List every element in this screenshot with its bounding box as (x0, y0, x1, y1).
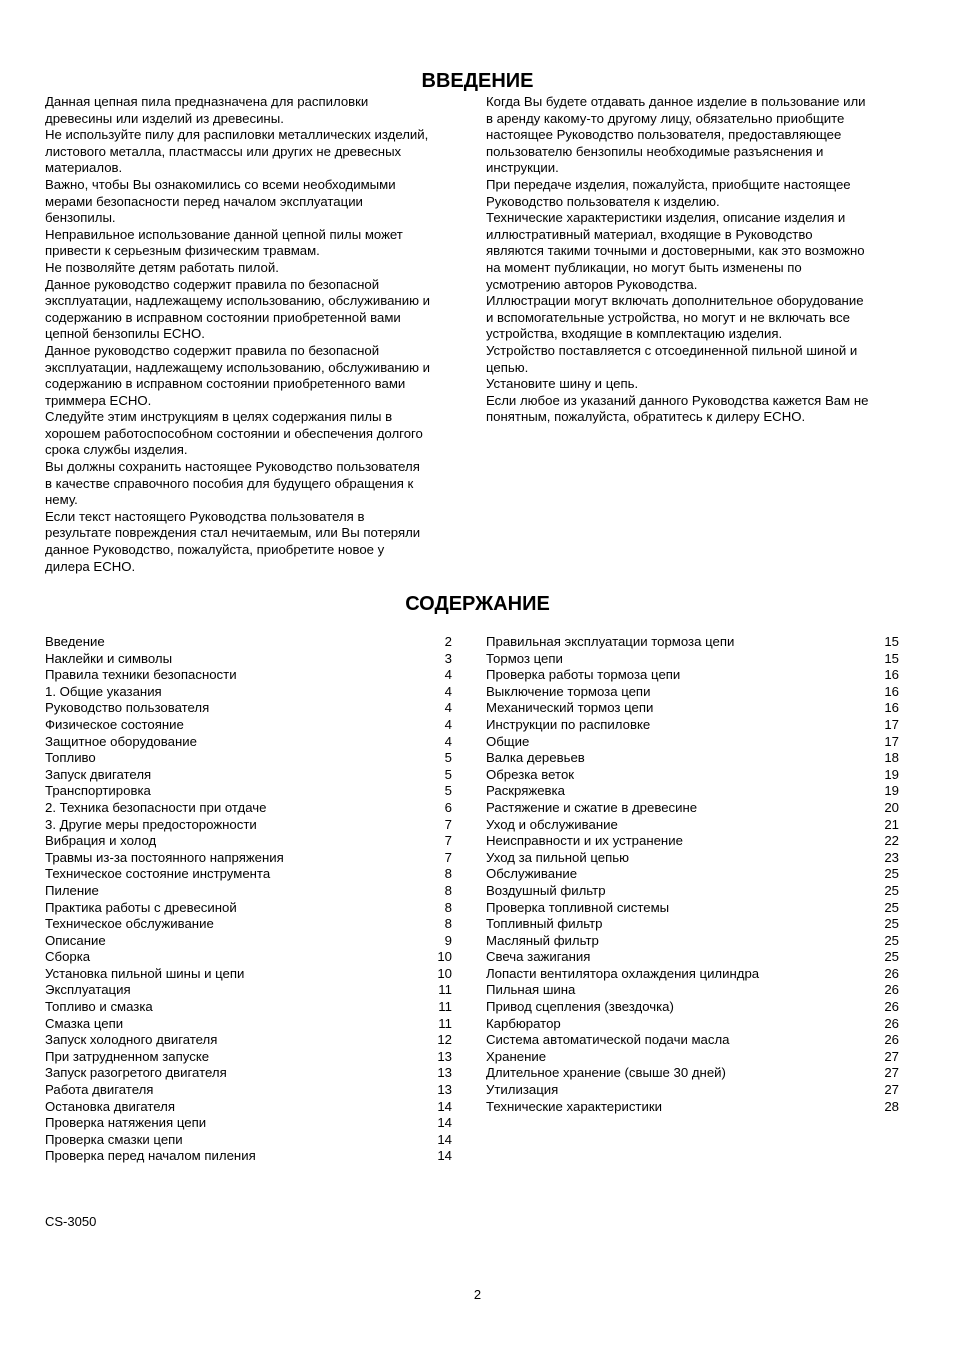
toc-entry-label: Проверка топливной системы (486, 899, 670, 915)
toc-entry-page: 25 (884, 882, 899, 898)
toc-entry-page: 16 (884, 700, 899, 716)
toc-entry (45, 1032, 452, 1049)
toc-entry (45, 1065, 452, 1082)
intro-line: результате повреждения стал нечитаемым, или Вы потеряли (45, 525, 421, 541)
toc-entry-page: 8 (444, 882, 452, 898)
toc-entry-label: Остановка двигателя (45, 1098, 176, 1114)
toc-entry-label: Свеча зажигания (486, 949, 591, 965)
toc-entry-label: Описание (45, 932, 106, 948)
toc-entry (45, 949, 452, 966)
toc-entry (45, 850, 452, 867)
toc-entry-label: Растяжение и сжатие в древесине (486, 799, 698, 815)
toc-entry (45, 1115, 452, 1132)
toc-entry-page: 5 (444, 766, 452, 782)
toc-entry-page: 18 (884, 750, 899, 766)
toc-entry-page: 26 (884, 1032, 899, 1048)
toc-entry-page: 27 (884, 1048, 899, 1064)
intro-line: устройства, входящие в комплектацию изделия. (486, 326, 783, 342)
intro-line: в качестве справочного пособия для будущего обращения к (45, 475, 414, 491)
toc-entry (45, 966, 452, 983)
intro-line: Данная цепная пила предназначена для распиловки (45, 94, 369, 109)
toc-entry-label: Выключение тормоза цепи (486, 683, 651, 699)
toc-entry-page: 15 (884, 650, 899, 666)
toc-entry-page: 25 (884, 932, 899, 948)
toc-entry-label: Правила техники безопасности (45, 667, 237, 683)
toc-entry-label: Пильная шина (486, 982, 576, 998)
toc-entry (486, 833, 899, 850)
toc-entry-label: Сборка (45, 949, 91, 965)
toc-entry-label: Травмы из-за постоянного напряжения (45, 849, 284, 865)
toc-entry (486, 667, 899, 684)
toc-entry-page: 27 (884, 1065, 899, 1081)
toc-entry-page: 9 (444, 932, 452, 948)
toc-entry (45, 1148, 452, 1165)
toc-entry (486, 734, 899, 751)
intro-line: эксплуатации, надлежащему использованию, обслуживанию и (45, 293, 430, 309)
intro-line: Важно, чтобы Вы ознакомились со всеми необходимыми (45, 176, 396, 192)
toc-entry (486, 982, 899, 999)
toc-entry (45, 900, 452, 917)
toc-entry (486, 1016, 899, 1033)
toc-entry-label: Смазка цепи (45, 1015, 124, 1031)
intro-line: мерами безопасности перед началом эксплуатации (45, 193, 363, 209)
intro-line: Установите шину и цепь. (486, 376, 639, 392)
toc-entry-label: Утилизация (486, 1082, 559, 1098)
toc-entry-label: Общие (486, 733, 530, 749)
toc-entry-page: 4 (444, 683, 452, 699)
toc-entry (45, 684, 452, 701)
toc-entry (45, 651, 452, 668)
intro-line: Данное руководство содержит правила по безопасной (45, 276, 380, 292)
toc-entry (45, 734, 452, 751)
toc-entry-page: 25 (884, 949, 899, 965)
intro-line: настоящее Руководство пользователя, предоставляющее (486, 127, 842, 143)
toc-entry (45, 800, 452, 817)
intro-line: цепной бензопилы ECHO. (45, 326, 205, 342)
toc-entry (486, 916, 899, 933)
toc-entry (486, 767, 899, 784)
toc-entry-label: Практика работы с древесиной (45, 899, 237, 915)
toc-entry-page: 19 (884, 766, 899, 782)
toc-entry-label: Проверка перед началом пиления (45, 1148, 256, 1164)
intro-line: хорошем работоспособном состоянии и обеспечения долгого (45, 425, 423, 441)
intro-line: Руководство пользователя к изделию. (486, 193, 720, 209)
toc-entry (486, 1082, 899, 1099)
intro-line: Если любое из указаний данного Руководства кажется Вам не (486, 392, 869, 408)
toc-entry-label: Транспортировка (45, 783, 151, 799)
toc-entry-label: Система автоматической подачи масла (486, 1032, 730, 1048)
toc-entry-page: 14 (437, 1148, 452, 1164)
intro-line: пользователю бензопилы необходимые разъяснения и (486, 143, 824, 159)
intro-line: триммера ECHO. (45, 392, 152, 408)
model-number: CS-3050 (45, 1214, 97, 1229)
toc-right-column (486, 634, 899, 1115)
toc-entry-label: Воздушный фильтр (486, 882, 606, 898)
toc-entry-label: Привод сцепления (звездочка) (486, 999, 674, 1015)
toc-entry-page: 25 (884, 899, 899, 915)
toc-entry-label: Руководство пользователя (45, 700, 210, 716)
toc-entry-page: 28 (884, 1098, 899, 1114)
toc-entry-page: 14 (437, 1131, 452, 1147)
toc-entry-page: 17 (884, 716, 899, 732)
toc-entry (486, 700, 899, 717)
intro-line: эксплуатации, надлежащему использованию, обслуживанию и (45, 359, 430, 375)
toc-entry-label: Вибрация и холод (45, 833, 157, 849)
intro-line: материалов. (45, 160, 123, 176)
intro-line: листового металла, пластмассы или других не древесных (45, 143, 402, 159)
intro-line: и вспомогательные устройства, но могут и не включать все (486, 309, 850, 325)
toc-entry-page: 22 (884, 833, 899, 849)
toc-entry-label: Введение (45, 634, 105, 649)
toc-entry-page: 6 (444, 799, 452, 815)
toc-entry (486, 717, 899, 734)
toc-entry (45, 833, 452, 850)
intro-line: Вы должны сохранить настоящее Руководство пользователя (45, 459, 420, 475)
toc-entry-label: Топливо и смазка (45, 999, 153, 1015)
intro-line: срока службы изделия. (45, 442, 188, 458)
toc-entry (486, 817, 899, 834)
toc-entry-page: 10 (437, 949, 452, 965)
toc-entry (486, 651, 899, 668)
intro-line: Данное руководство содержит правила по безопасной (45, 342, 380, 358)
toc-entry-page: 16 (884, 667, 899, 683)
toc-entry-page: 25 (884, 916, 899, 932)
intro-line: инструкции. (486, 160, 559, 176)
toc-entry (45, 933, 452, 950)
toc-entry (486, 949, 899, 966)
toc-entry (45, 1132, 452, 1149)
intro-line: Следуйте этим инструкциям в целях содержания пилы в (45, 409, 393, 425)
toc-entry-page: 26 (884, 999, 899, 1015)
toc-entry (45, 866, 452, 883)
intro-heading: ВВЕДЕНИЕ (421, 70, 534, 92)
toc-entry-page: 7 (444, 833, 452, 849)
toc-entry (486, 883, 899, 900)
toc-entry (45, 817, 452, 834)
intro-line: привести к серьезным физическим травмам. (45, 243, 320, 259)
toc-entry-label: Обслуживание (486, 866, 578, 882)
intro-line: содержанию в исправном состоянии приобретенного вами (45, 376, 406, 392)
toc-entry-page: 13 (437, 1082, 452, 1098)
toc-entry (486, 1099, 899, 1116)
toc-entry (45, 1099, 452, 1116)
toc-entry-label: Тормоз цепи (486, 650, 563, 666)
intro-line: Когда Вы будете отдавать данное изделие в пользование или (486, 94, 866, 109)
toc-entry-label: Неисправности и их устранение (486, 833, 683, 849)
toc-entry-label: Физическое состояние (45, 716, 184, 732)
toc-entry-label: Длительное хранение (свыше 30 дней) (486, 1065, 726, 1081)
toc-entry-label: 3. Другие меры предосторожности (45, 816, 257, 832)
intro-line: нему. (45, 492, 78, 508)
toc-entry-page: 2 (444, 634, 452, 649)
toc-entry-label: Запуск двигателя (45, 766, 152, 782)
toc-entry (486, 634, 899, 651)
toc-entry-label: Техническое состояние инструмента (45, 866, 271, 882)
toc-entry (45, 634, 452, 651)
toc-entry-page: 4 (444, 716, 452, 732)
toc-entry (45, 883, 452, 900)
toc-entry-page: 8 (444, 916, 452, 932)
toc-entry-page: 14 (437, 1115, 452, 1131)
toc-entry (486, 933, 899, 950)
toc-entry-page: 26 (884, 965, 899, 981)
toc-entry-label: Раскряжевка (486, 783, 565, 799)
toc-entry (486, 1065, 899, 1082)
toc-entry-page: 5 (444, 750, 452, 766)
toc-entry-page: 3 (444, 650, 452, 666)
toc-entry-page: 16 (884, 683, 899, 699)
toc-entry-label: Наклейки и символы (45, 650, 173, 666)
toc-entry (45, 1082, 452, 1099)
intro-line: бензопилы. (45, 210, 116, 226)
toc-entry (486, 783, 899, 800)
toc-entry (486, 966, 899, 983)
toc-entry (486, 900, 899, 917)
intro-line: усмотрению авторов Руководства. (486, 276, 698, 292)
toc-entry-label: Механический тормоз цепи (486, 700, 654, 716)
toc-entry-label: Масляный фильтр (486, 932, 599, 948)
toc-entry-page: 17 (884, 733, 899, 749)
intro-right-column (486, 94, 911, 426)
intro-line: иллюстративный материал, входящие в Руководство (486, 226, 813, 242)
toc-entry-page: 7 (444, 816, 452, 832)
toc-entry (486, 750, 899, 767)
toc-entry-label: Уход за пильной цепью (486, 849, 630, 865)
toc-entry-page: 10 (437, 965, 452, 981)
toc-entry-page: 13 (437, 1065, 452, 1081)
toc-entry-label: Техническое обслуживание (45, 916, 214, 932)
toc-entry-label: 2. Техника безопасности при отдаче (45, 799, 267, 815)
toc-entry-page: 23 (884, 849, 899, 865)
toc-entry-label: Лопасти вентилятора охлаждения цилиндра (486, 965, 760, 981)
intro-line: Устройство поставляется с отсоединенной пильной шиной и (486, 342, 858, 358)
toc-entry-page: 4 (444, 667, 452, 683)
intro-line: данное Руководство, пожалуйста, приобретите новое у (45, 542, 385, 558)
toc-entry-label: Хранение (486, 1048, 547, 1064)
toc-entry (45, 717, 452, 734)
toc-entry (486, 866, 899, 883)
intro-line: древесины или изделий из древесины. (45, 110, 284, 126)
toc-entry (486, 1049, 899, 1066)
toc-entry (45, 783, 452, 800)
toc-entry-label: Пиление (45, 882, 99, 898)
toc-entry-page: 8 (444, 866, 452, 882)
toc-entry-label: Запуск холодного двигателя (45, 1032, 218, 1048)
intro-line: на момент публикации, но могут быть изменены по (486, 259, 802, 275)
toc-entry (45, 767, 452, 784)
intro-line: Неправильное использование данной цепной пилы может (45, 226, 403, 242)
toc-entry-label: Защитное оборудование (45, 733, 197, 749)
toc-entry (486, 850, 899, 867)
intro-line: дилера ECHO. (45, 558, 136, 574)
intro-line: содержанию в исправном состоянии приобретенной вами (45, 309, 401, 325)
toc-entry-page: 7 (444, 849, 452, 865)
toc-entry-label: Уход и обслуживание (486, 816, 618, 832)
intro-line: Технические характеристики изделия, описание изделия и (486, 210, 846, 226)
toc-heading: СОДЕРЖАНИЕ (405, 593, 550, 615)
toc-entry-label: Проверка работы тормоза цепи (486, 667, 681, 683)
toc-entry (45, 916, 452, 933)
toc-entry-label: Проверка натяжения цепи (45, 1115, 207, 1131)
toc-entry (486, 1032, 899, 1049)
toc-entry-page: 8 (444, 899, 452, 915)
toc-entry (45, 750, 452, 767)
intro-line: понятным, пожалуйста, обратитесь к дилеру ECHO. (486, 409, 806, 425)
toc-entry-label: Топливный фильтр (486, 916, 603, 932)
intro-line: Не позволяйте детям работать пилой. (45, 259, 279, 275)
toc-entry (486, 800, 899, 817)
toc-entry-page: 12 (437, 1032, 452, 1048)
toc-entry (45, 999, 452, 1016)
toc-entry-label: Проверка смазки цепи (45, 1131, 183, 1147)
toc-entry (45, 1016, 452, 1033)
toc-entry-label: Обрезка веток (486, 766, 575, 782)
toc-entry (45, 982, 452, 999)
toc-entry-page: 11 (438, 999, 452, 1015)
toc-entry-label: Правильная эксплуатации тормоза цепи (486, 634, 735, 649)
toc-entry-label: Установка пильной шины и цепи (45, 965, 245, 981)
intro-line: Не используйте пилу для распиловки металлических изделий, (45, 127, 429, 143)
toc-entry-page: 4 (444, 733, 452, 749)
intro-line: Иллюстрации могут включать дополнительное оборудование (486, 293, 864, 309)
intro-line: являются такими точными и достоверными, как это возможно (486, 243, 865, 259)
toc-entry-page: 11 (438, 1015, 452, 1031)
toc-entry (45, 700, 452, 717)
toc-entry-page: 20 (884, 799, 899, 815)
intro-line: в аренду какому-то другому лицу, обязательно приобщите (486, 110, 845, 126)
toc-entry-page: 5 (444, 783, 452, 799)
toc-entry-label: Работа двигателя (45, 1082, 154, 1098)
toc-entry-label: Топливо (45, 750, 96, 766)
toc-entry-label: Инструкции по распиловке (486, 716, 651, 732)
toc-entry (45, 1049, 452, 1066)
intro-line: При передаче изделия, пожалуйста, приобщите настоящее (486, 176, 851, 192)
toc-entry-page: 26 (884, 1015, 899, 1031)
toc-entry-page: 26 (884, 982, 899, 998)
intro-left-column (45, 94, 475, 575)
intro-line: Если текст настоящего Руководства пользователя в (45, 508, 365, 524)
toc-left-column (45, 634, 452, 1165)
toc-entry-page: 13 (437, 1048, 452, 1064)
toc-entry-page: 11 (438, 982, 452, 998)
toc-entry-page: 25 (884, 866, 899, 882)
toc-entry-label: Карбюратор (486, 1015, 561, 1031)
toc-entry-label: Валка деревьев (486, 750, 585, 766)
intro-line: цепью. (486, 359, 529, 375)
toc-entry (486, 684, 899, 701)
toc-entry-label: При затрудненном запуске (45, 1048, 210, 1064)
toc-entry (45, 667, 452, 684)
page-number: 2 (473, 1287, 482, 1302)
toc-entry (486, 999, 899, 1016)
toc-entry-page: 14 (437, 1098, 452, 1114)
toc-entry-page: 15 (884, 634, 899, 649)
toc-entry-page: 19 (884, 783, 899, 799)
toc-entry-page: 21 (884, 816, 899, 832)
toc-entry-page: 27 (884, 1082, 899, 1098)
toc-entry-label: Технические характеристики (486, 1098, 662, 1114)
toc-entry-label: 1. Общие указания (45, 683, 162, 699)
toc-entry-page: 4 (444, 700, 452, 716)
toc-entry-label: Запуск разогретого двигателя (45, 1065, 227, 1081)
toc-entry-label: Эксплуатация (45, 982, 131, 998)
